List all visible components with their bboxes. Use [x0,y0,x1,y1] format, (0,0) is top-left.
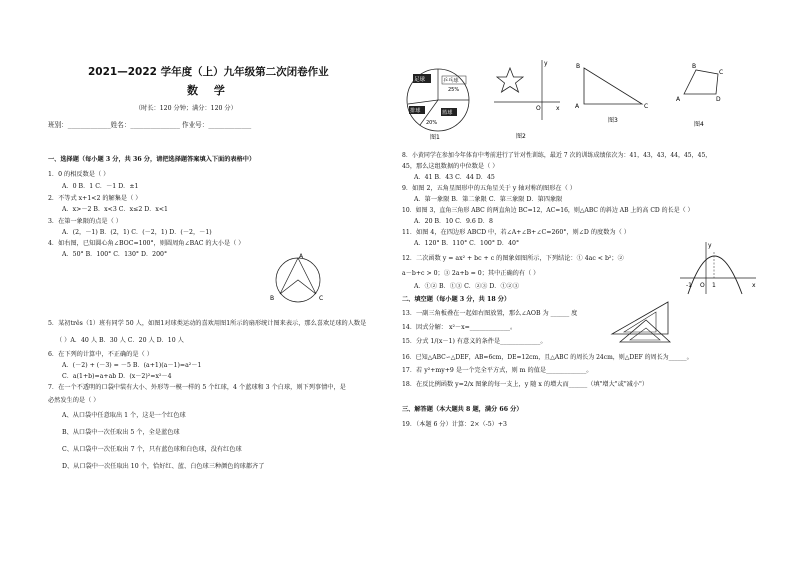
q9-text: 9．如图 2，五角星图形中的五角星关于 y 轴对称的图形在（ ） [402,185,576,192]
q8-text: 8．小黄同学在参加今年体育中考前进行了针对性训练，最近 7 次的训练成绩依次为：41，43，43，44，45，45， [402,152,712,159]
pie-label-volleyball-pct: 20% [426,120,438,126]
star-shape [497,68,523,92]
q7-option-d: D、从口袋中一次任取出 10 个，恰好红、蓝、白色球三种颜色的球都齐了 [62,463,265,470]
q1-text: 1．0 的相反数是（ ） [48,171,110,178]
q8-text-cont: 45，那么这组数据的中位数是（ ） [402,163,499,170]
q3-text: 3．在第一象限的点是（ ） [48,218,122,225]
q7-text: 7．在一个不透明的口袋中装有大小、外形等一模一样的 5 个红球，4 个蓝球和 3 个白球，则下列事情中，是 [48,384,346,391]
q4-options: A．50° B．100° C．130° D．200° [62,251,168,258]
pie-label-pingpong: 乒乓球 [443,78,459,84]
point-c-label: C [319,295,324,302]
figure-1-pie [404,62,476,142]
q15-text: 15．分式 1/(x－1) 有意义的条件是_____________。 [402,338,547,345]
fig2-origin-label: O [536,105,541,112]
q3-options: A．(2，－1) B．(2，1) C．(－2，1) D．(－2，－1) [62,229,212,236]
figure-2-caption: 图2 [516,133,526,140]
q2-options: A．x>－2 B．x<3 C．x≤2 D．x<1 [62,206,168,213]
q7-option-b: B、从口袋中一次任取出 5 个，全是蓝色球 [62,429,180,436]
figure-4-quadrilateral [672,56,752,132]
q4-text: 4．如右图，已知圆心角∠BOC=100°，则圆周角∠BAC 的大小是（ ） [48,240,245,247]
q1-options: A．0 B．1 C．－1 D．±1 [62,183,139,190]
q12-text: 12．二次函数 y = ax² + bc + c 的图象如图所示，下列结论：① 4ac < b²；② [402,255,624,262]
figure-3-caption: 图3 [608,117,618,124]
exam-title: 2021—2022 学年度（上）九年级第二次闭卷作业 [88,66,329,78]
q10-text: 10．如图 3，直角三角形 ABC 的两直角边 BC=12，AC=16，则△ABC 的斜边 AB 上的高 CD 的长是（ ） [402,207,694,214]
fig2-x-label: x [556,105,560,112]
point-b-label: B [270,295,275,302]
point-a-label: A [299,253,304,260]
parabola-figure [676,240,760,296]
fig4-point-b: B [692,63,697,70]
parabola-neg1-label: -1 [686,282,692,289]
circle-figure [258,250,338,312]
figure-3-triangle [570,58,654,130]
set-square-figure [606,298,676,346]
figure-1-caption: 图1 [430,134,440,141]
q12-options: A．①② B．①③ C．②③ D．①②③ [414,283,520,290]
subject-title: 数 学 [187,84,231,97]
figure-4-caption: 图4 [694,121,704,128]
figure-2-star [490,58,562,142]
fig4-point-c: C [719,69,724,76]
q14-text: 14．因式分解： x²－x=_____________。 [402,324,517,331]
q17-text: 17．若 y²+my+9 是一个完全平方式，则 m 的值是_____________。 [402,367,593,374]
q2-text: 2．不等式 x+1<2 的解集是（ ） [48,195,142,202]
q12-text-cont: a－b+c > 0；③ 2a+b = 0；其中正确的有（ ） [402,270,540,277]
fig4-point-a: A [676,96,681,103]
q7-text-cont: 必然发生的是（ ） [48,397,100,404]
q8-options: A．41 B．43 C．44 D．45 [414,174,495,181]
pie-label-volleyball: 排球 [410,108,421,114]
student-info-line: 班别：_____________姓名：_______________ 作业号：_____________ [48,121,252,129]
q19-text: 19．（本题 6 分）计算：2×（-5）+3 [402,421,507,428]
parabola-origin-label: O [700,282,705,289]
q10-options: A．20 B．10 C．9.6 D．8 [414,218,493,225]
q6-text: 6．在下列的计算中，不正确的是（ ） [48,351,153,358]
q7-option-a: A、从口袋中任意取出 1 个，这是一个红色球 [62,412,186,419]
q5-text: 5．某初três（1）班有同学 50 人，如图1对球类运动的喜欢用图1所示的扇形统计图来表示，那么喜欢足球的人数是 [48,320,367,327]
parabola-one-label: 1 [712,282,716,289]
pie-label-basketball: 篮球 [442,110,453,116]
q16-text: 16．已知△ABC∽△DEF，AB=6cm，DE=12cm，且△ABC 的周长为 24cm，则△DEF 的周长为______。 [402,354,693,361]
section3-heading: 三、解答题（本大题共 8 题，满分 66 分） [402,406,523,413]
pie-label-pingpong-pct: 25% [448,87,460,93]
fig3-point-b: B [576,63,581,70]
parabola-y-label: y [708,242,712,249]
q6-options-1: A．(－2) + (－3) = －5 B．(a+1)(a－1)=a²－1 [62,362,202,369]
q6-options-2: C．a(1+b)=a+ab D．(x－2)²=x²－4 [62,373,172,380]
section1-heading: 一、选择题（每小题 3 分，共 36 分，请把选择题答案填入下面的表格中） [48,156,256,163]
section2-heading: 二、填空题（每小题 3 分，共 18 分） [402,296,511,303]
q18-text: 18．在反比例函数 y=2/x 图象的每一支上，y 随 x 的增大而______（填"增大"或"减小"） [402,381,649,388]
q11-text: 11．如图 4，在四边形 ABCD 中，若∠A+∠B+∠C=260°，则∠D 的度数为（ ） [402,229,630,236]
fig4-point-d: D [716,96,721,103]
q5-options: （ ）A．40 人 B．30 人 C．20 人 D．10 人 [56,337,184,344]
q13-text: 13．一副三角板叠在一起如右图放置，那么∠AOB 为 ______ 度 [402,310,578,317]
q7-option-c: C、从口袋中一次任取出 7 个，只有蓝色球和白色球，没有红色球 [62,446,242,453]
parabola-x-label: x [752,282,756,289]
fig3-point-a: A [575,103,580,110]
pie-label-football: 足球 [414,77,426,83]
time-score-line: （时长：120 分钟；满分：120 分） [135,105,237,112]
q9-options: A．第一象限 B．第二象限 C．第三象限 D．第四象限 [414,196,563,203]
q11-options: A．120° B．110° C．100° D．40° [414,240,520,247]
fig2-y-label: y [544,60,548,67]
fig3-point-c: C [644,103,649,110]
